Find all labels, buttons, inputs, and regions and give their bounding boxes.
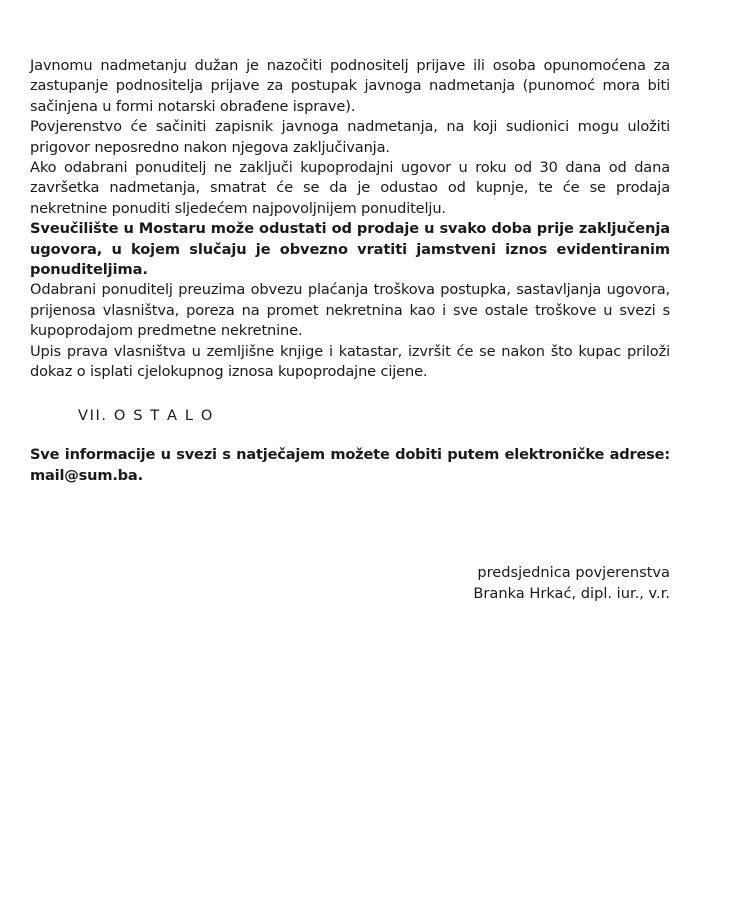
- document-body: [30, 56, 670, 486]
- signature-name: Branka Hrkać, dipl. iur., v.r.: [473, 585, 670, 602]
- signature-role: predsjednica povjerenstva: [477, 564, 670, 581]
- paragraph-costs: Odabrani ponuditelj preuzima obvezu plaćanja troškova postupka, sastavljanja ugovora, prijenosa vlasništva, poreza na promet nekretnina kao i sve ostale troškove u svezi s kupoprodajom predmetne nekretnine.: [30, 281, 670, 340]
- section-heading-other: VII. O S T A L O: [78, 406, 214, 424]
- signature-block: [473, 562, 670, 604]
- contact-info: Sve informacije u svezi s natječajem možete dobiti putem elektroničke adrese: mail@sum.ba.: [30, 445, 670, 484]
- paragraph-attendance: Javnomu nadmetanju dužan je nazočiti podnositelj prijave ili osoba opunomoćena za zastupanje podnositelja prijave za postupak javnoga nadmetanja (punomoć mora biti sačinjena u formi notarski obrađene isprave).: [30, 57, 670, 115]
- paragraph-ownership-registration: Upis prava vlasništva u zemljišne knjige i katastar, izvršit će se nakon što kupac priloži dokaz o isplati cjelokupnog iznosa kupoprodajne cijene.: [30, 342, 670, 381]
- paragraph-withdrawal-right: Sveučilište u Mostaru može odustati od prodaje u svako doba prije zaključenja ugovora, u kojem slučaju je obvezno vratiti jamstveni iznos evidentiranim ponuditeljima.: [30, 220, 670, 279]
- paragraph-minutes: Povjerenstvo će sačiniti zapisnik javnoga nadmetanja, na koji sudionici mogu uložiti prigovor neposredno nakon njegova zaključivanja.: [30, 118, 670, 156]
- paragraph-contract-deadline: Ako odabrani ponuditelj ne zaključi kupoprodajni ugovor u roku od 30 dana od dana završetka nadmetanja, smatrat će se da je odustao od kupnje, te će se prodaja nekretnine ponuditi sljedećem najpovoljnijem ponuditelju.: [30, 159, 670, 217]
